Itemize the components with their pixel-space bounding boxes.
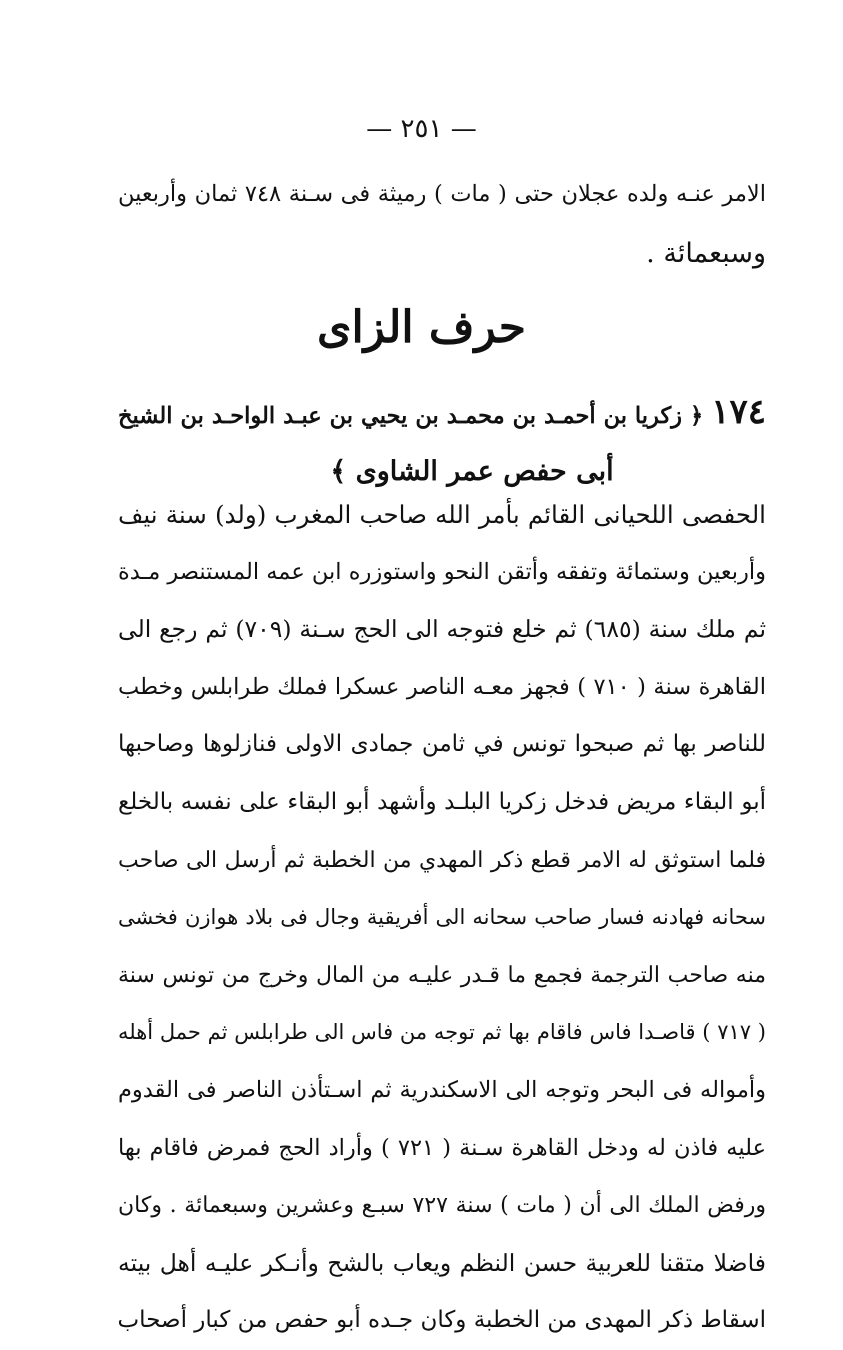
entry-name-line-2: أبى حفص عمر الشاوى ﴾ <box>330 456 614 487</box>
entry-heading <box>118 384 766 500</box>
entry-heading-line-1 <box>118 384 766 444</box>
entry-number: ١٧٤ <box>711 392 766 432</box>
body-line: القاهرة سنة ( ٧١٠ ) فجهز معـه الناصر عسكرا فملك طرابلس وخطب <box>118 673 767 700</box>
body-line: ثم ملك سنة (٦٨٥) ثم خلع فتوجه الى الحج سـنة (٧٠٩) ثم رجع الى <box>118 615 766 644</box>
page-number: — ٢٥١ — <box>366 114 477 144</box>
entry-name-line-1: ﴿ زكريا بن أحمـد بن محمـد بن يحيي بن عبـد الواحـد بن الشيخ <box>118 403 704 429</box>
body-line: الحفصى اللحيانى القائم بأمر الله صاحب المغرب (ولد) سنة نيف <box>118 500 766 529</box>
intro-line: الامر عنـه ولده عجلان حتى ( مات ) رميثة فى سـنة ٧٤٨ ثمان وأربعين <box>118 181 766 207</box>
body-line: منه صاحب الترجمة فجمع ما قـدر عليـه من المال وخرج من تونس سنة <box>118 962 766 988</box>
body-line: ورفض الملك الى أن ( مات ) سنة ٧٢٧ سبـع وعشرين وسبعمائة . وكان <box>118 1193 766 1219</box>
section-heading: حرف الزاى <box>317 302 526 353</box>
body-line: أبو البقاء مريض فدخل زكريا البلـد وأشهد أبو البقاء على نفسه بالخلع <box>118 788 766 815</box>
entry-body <box>118 486 766 1350</box>
intro-line: وسبعمائة . <box>646 238 766 269</box>
body-line: فاضلا متقنا للعربية حسن النظم ويعاب بالشح وأنـكر عليـه أهل بيته <box>118 1248 766 1277</box>
body-line: للناصر بها ثم صبحوا تونس في ثامن جمادى الاولى فنازلوها وصاحبها <box>118 731 766 758</box>
body-line: عليه فاذن له ودخل القاهرة سـنة ( ٧٢١ ) وأراد الحج فمرض فاقام بها <box>118 1134 766 1161</box>
body-line: ( ٧١٧ ) قاصـدا فاس فاقام بها ثم توجه من فاس الى طرابلس ثم حمل أهله <box>118 1020 766 1045</box>
body-line: وأمواله فى البحر وتوجه الى الاسكندرية ثم اسـتأذن الناصر فى القدوم <box>118 1076 766 1103</box>
body-line: سحانه فهادنه فسار صاحب سحانه الى أفريقية وجال فى بلاد هوازن فخشى <box>118 905 766 930</box>
body-line: وأربعين وستمائة وتفقه وأتقن النحو واستوزره ابن عمه المستنصر مـدة <box>118 558 766 585</box>
intro-paragraph <box>118 164 766 284</box>
body-line: فلما استوثق له الامر قطع ذكر المهدي من الخطبة ثم أرسل الى صاحب <box>118 847 766 873</box>
body-line: اسقاط ذكر المهدى من الخطبة وكان جـده أبو حفص من كبار أصحاب <box>117 1307 766 1334</box>
